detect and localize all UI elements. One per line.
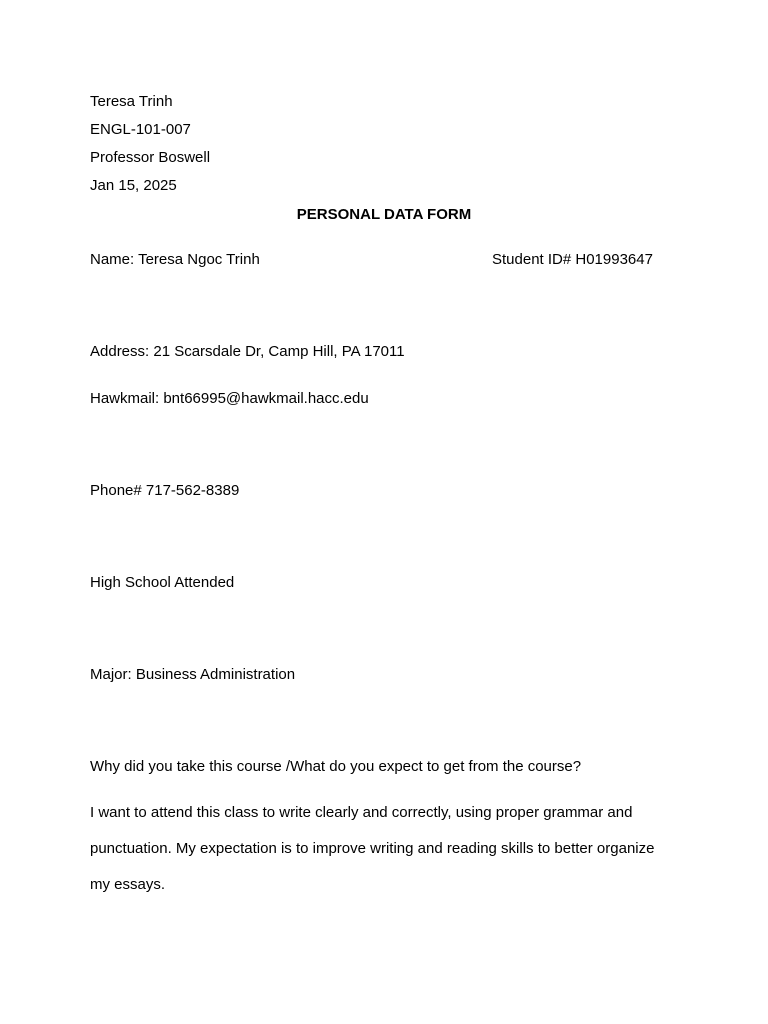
course-question: Why did you take this course /What do you expect to get from the course? xyxy=(90,758,582,775)
high-school-field: High School Attended xyxy=(90,574,235,591)
form-title: PERSONAL DATA FORM xyxy=(296,206,472,223)
professor-name: Professor Boswell xyxy=(90,149,211,166)
phone-field: Phone# 717-562-8389 xyxy=(90,482,240,499)
major-field: Major: Business Administration xyxy=(90,666,296,683)
course-answer: I want to attend this class to write clearly and correctly, using proper grammar and punctuation. My expectation is to improve writing and reading skills to better organize my essays. xyxy=(90,804,655,893)
student-id-field: Student ID# H01993647 xyxy=(492,251,653,268)
date: Jan 15, 2025 xyxy=(90,177,177,194)
hawkmail-field: Hawkmail: bnt66995@hawkmail.hacc.edu xyxy=(90,390,369,407)
student-name: Teresa Trinh xyxy=(90,93,173,110)
course-code: ENGL-101-007 xyxy=(90,121,191,138)
address-field: Address: 21 Scarsdale Dr, Camp Hill, PA 17011 xyxy=(90,343,405,360)
name-field: Name: Teresa Ngoc Trinh xyxy=(90,251,260,268)
